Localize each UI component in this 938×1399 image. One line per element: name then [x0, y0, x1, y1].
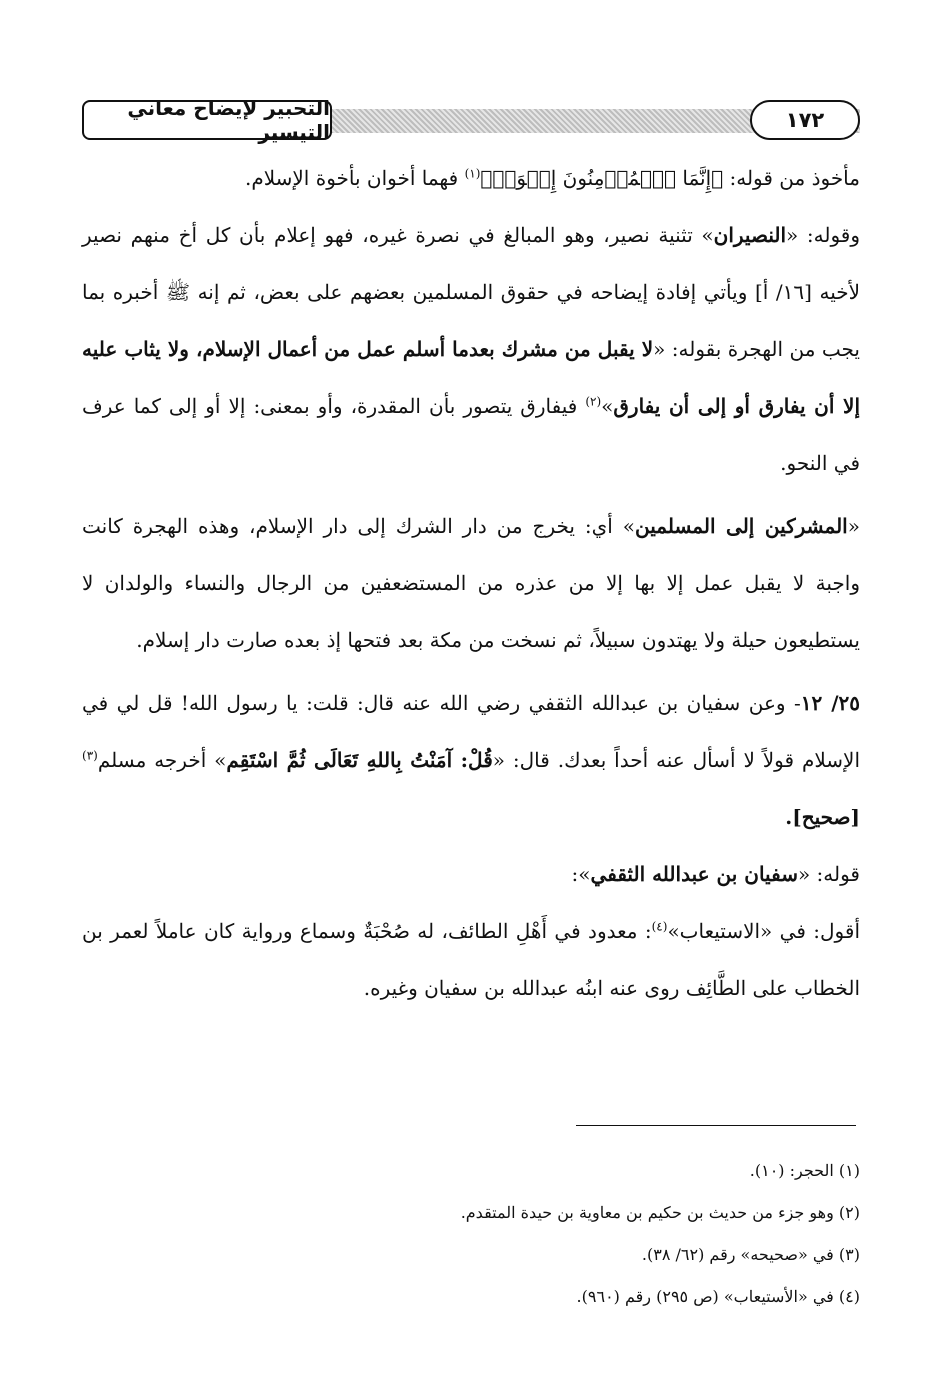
footnote-4: (٤) في «الأستيعاب» (ص ٢٩٥) رقم (٩٦٠).	[576, 1287, 860, 1306]
footnotes	[82, 1150, 860, 1318]
paragraph-1: مأخوذ من قوله: ﴿إِنَّمَا ٱلۡمُؤۡمِنُونَ إِخۡوَةٞ﴾$^{(١)}$ فهما أخوان بأخوة الإسلام.	[244, 166, 860, 190]
footnote-2: (٢) وهو جزء من حديث بن حكيم بن معاوية بن حيدة المتقدم.	[460, 1203, 860, 1222]
hadith-number: ٢٥/ ١٢	[800, 691, 860, 715]
footnote-3: (٣) في «صحيحه» رقم (٦٢/ ٣٨).	[641, 1245, 860, 1264]
main-text	[82, 150, 860, 1017]
book-title: التحبير لإيضاح معاني التيسير	[82, 100, 332, 140]
footnote-ref-4: (٤)	[651, 919, 668, 934]
hadith-grade: [صحيح].	[785, 805, 860, 829]
paragraph-6: أقول: في «الاستيعاب»$^{(٤)}$: معدود في أَهْلِ الطائف، له صُحْبَةٌ وسماع ورواية كان عاملاً لعمر بن الخطاب على الطَّائِف روى عنه ابنُه عبدالله بن سفيان وغيره.	[82, 919, 861, 1000]
page-number: ١٧٢	[750, 100, 860, 140]
footnote-ref-3: (٣)	[82, 748, 98, 763]
page-header	[82, 96, 860, 144]
footnote-ref-1: (١)	[464, 166, 481, 181]
paragraph-5: قوله: «سفيان بن عبدالله الثقفي»:	[571, 862, 860, 886]
footnote-1: (١) الحجر: (١٠).	[749, 1161, 860, 1180]
hadith-paragraph: ٢٥/ ١٢- وعن سفيان بن عبدالله الثقفي رضي الله عنه قال: قلت: يا رسول الله! قل لي في الإسلام قولاً لا أسأل عنه أحداً بعدك. قال: «قُلْ: آمَنْتُ بِاللهِ تَعَالَى ثُمَّ اسْتَقِم» أخرجه مسلم$^{(٣)}$ [صحيح].	[82, 691, 861, 829]
paragraph-2: وقوله: «النصيران» تثنية نصير، وهو المبالغ في نصرة غيره، فهو إعلام بأن كل أخ منهم نصير لأخيه [١٦/ أ] ويأتي إفادة إيضاحه في حقوق المسلمين بعضهم على بعض، ثم إنه ﷺ أخبره بما يجب من الهجرة بقوله: «لا يقبل من مشرك بعدما أسلم عمل من أعمال الإسلام، ولا يثاب عليه إلا أن يفارق أو إلى أن يفارق»$^{(٢)}$ فيفارق يتصور بأن المقدرة، وأو بمعنى: إلا أو إلى كما عرف في النحو.	[82, 223, 861, 475]
footnote-ref-2: (٢)	[585, 394, 602, 409]
paragraph-3: «المشركين إلى المسلمين» أي: يخرج من دار الشرك إلى دار الإسلام، وهذه الهجرة كانت واجبة لا يقبل عمل إلا بها إلا من عذره من المستضعفين من الرجال والنساء والولدان لا يستطيعون حيلة ولا يهتدون سبيلاً، ثم نسخت من مكة بعد فتحها إذ بعده صارت دار إسلام.	[82, 514, 860, 652]
footnote-separator	[576, 1125, 856, 1126]
